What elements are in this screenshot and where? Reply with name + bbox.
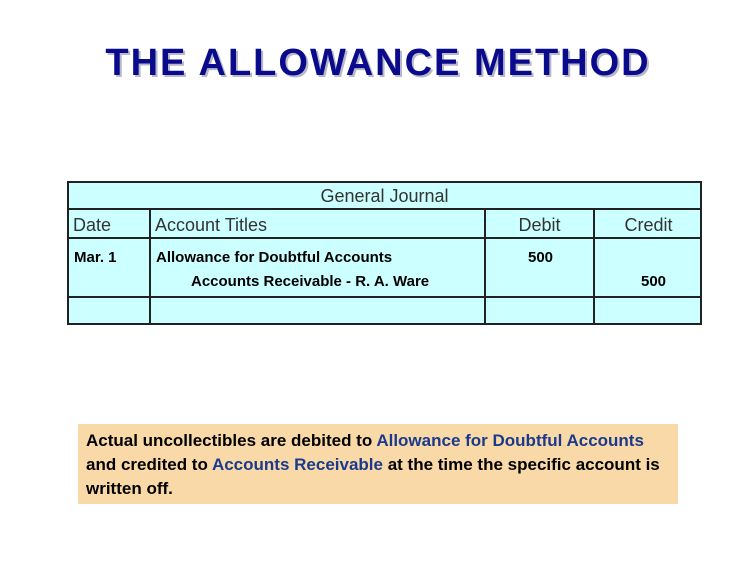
note-highlight-receivable: Accounts Receivable [211, 455, 383, 474]
note-text-2: and credited to [86, 455, 212, 474]
note-text-1: Actual uncollectibles are debited to [86, 431, 377, 450]
page-title: THE ALLOWANCE METHOD [105, 42, 651, 84]
column-header-credit: Credit [624, 215, 673, 235]
rule-after-date [149, 210, 151, 323]
rule-under-heading [69, 208, 700, 210]
column-header-debit: Debit [518, 215, 561, 235]
entry-credit-account: Accounts Receivable - R. A. Ware [191, 273, 430, 290]
rule-under-columns [69, 237, 700, 239]
column-header-date: Date [73, 215, 112, 235]
entry-credit-amount: 500 [641, 273, 667, 290]
note-highlight-allowance: Allowance for Doubtful Accounts [376, 431, 644, 450]
column-header-account-titles: Account Titles [155, 215, 268, 235]
entry-debit-account: Allowance for Doubtful Accounts [156, 249, 393, 266]
entry-date: Mar. 1 [74, 249, 117, 266]
explanation-note [78, 424, 678, 504]
note-text-3: at the time the specific account is written off. [86, 455, 660, 498]
entry-debit-amount: 500 [528, 249, 554, 266]
general-journal-table [67, 181, 702, 325]
rule-under-entry [69, 296, 700, 298]
journal-heading: General Journal [320, 186, 449, 206]
